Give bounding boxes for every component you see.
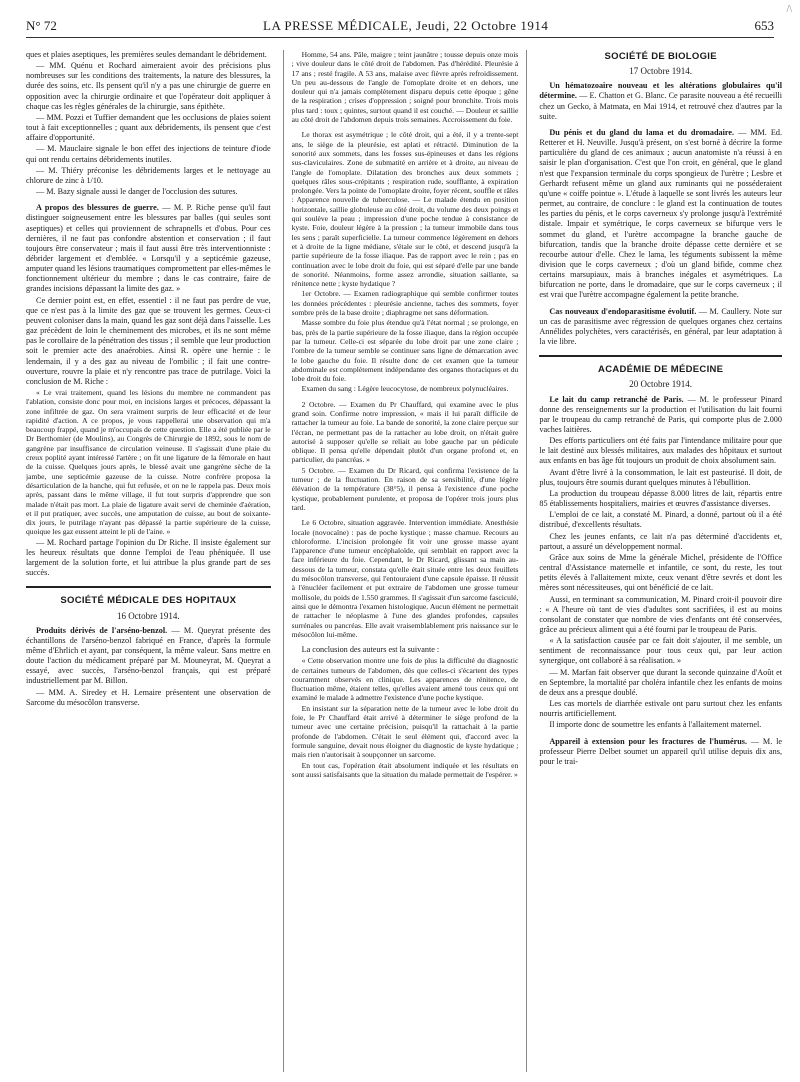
paragraph: L'emploi de ce lait, a constaté M. Pinard, a donné, partout où il a été distribué, d'excellents résultats. bbox=[539, 510, 782, 530]
section-date: 17 Octobre 1914. bbox=[629, 66, 693, 77]
section-title: SOCIÉTÉ DE BIOLOGIE bbox=[604, 51, 717, 62]
column-3 bbox=[539, 50, 782, 1072]
paragraph: Le lait du camp retranché de Paris. — M. le professeur Pinard donne des renseignements sur la production et l'utilisation du lait fourni par le troupeau du camp retranché de Paris, qui comporte plus de 2.000 vaches laitières. bbox=[539, 394, 782, 434]
paragraph: — M. Rochard partage l'opinion du Dr Riche. Il insiste également sur les heureux résultats que donne l'emploi de l'eau phéniquée. Il use largement de la solution forte, et lui attribue la plus grande part de ses succès. bbox=[26, 537, 271, 578]
paragraph: — M. Marfan fait observer que durant la seconde quinzaine d'Août et en Septembre, la mortalité par choléra infantile chez les enfants de moins de deux ans a presque doublé. bbox=[539, 667, 782, 697]
paragraph: Un hématozoaire nouveau et les altérations globulaires qu'il détermine. — E. Chatton et G. Blanc. Ce parasite nouveau a été recueilli chez un Gecko, à Matmata, en Mai 1914, et retrouvé chez d'autres par la suite. bbox=[539, 81, 782, 121]
article-columns bbox=[26, 50, 782, 1072]
case-paragraph: Le thorax est asymétrique ; le côté droit, qui a été, il y a trente-sept ans, le siège de la pleurésie, est aplati et rétracté. Diminution de la sonorité aux sommets, dans les fosses sus-épineuses et dans les régions sus-claviculaires. Zone de submatité en arrière et à droite, au niveau de l'angle de l'omoplate. Dilatation des bronches aux deux sommets ; quelques râles sous-crépitants ; respiration rude, soufflante, à expiration prolongée. Vers la pointe de l'omoplate droite, foyer récent, souffle et râles : Apparence nouvelle de tuberculose. — Le malade étendu en position horizontale, saillie globuleuse au côté droit, du volume des deux poings et qui soulève la peau ; impression d'une poche tendue à consistance de kyste. Foie, douleur légère à la pression ; la tumeur immobile dans tous les sens ; paraît superficielle. La tumeur commence légèrement en dehors et à droite de la ligne médiane, s'étale sur le côté, et descend jusqu'à la partie supérieure de la fosse iliaque. Pas de rapport avec le rein ; pas en continuation avec le lobe droit du foie, qui est séparé d'elle par une bande de sonorité. Néanmoins, forme assez arrondie, situation saillante, sa rénitence nette ; kyste hydatique ? bbox=[291, 130, 519, 289]
quote-paragraph: En insistant sur la séparation nette de la tumeur avec le lobe droit du foie, le Pr Chauffard était arrivé à déterminer le siège profond de la tumeur avec une certaine précision, puisqu'il la rattachait à la partie profonde de l'abdomen. C'était le seul élément qui, d'accord avec la formule sanguine, devait nous éloigner du diagnostic de kyste hydatique ; mais rien n'autorisait à soupçonner un sarcome. bbox=[291, 703, 519, 760]
section-divider bbox=[539, 355, 782, 357]
paragraph: Ce dernier point est, en effet, essentiel : il ne faut pas perdre de vue, que ce n'est pas à la limite des gaz que se trouvent les germes. Ceux-ci peuvent coloniser dans la main, quand les gaz sont déjà dans l'aisselle. Les gaz précèdent de loin le cheminement des microbes, et ils ne sont même pas le corollaire de la pénétration des tissus ; il semble que leur production soit le premier acte des anaérobies. Ainsi R. opère une hernie : le lendemain, il y a des gaz au niveau de l'ombilic ; il fait une contre-ouverture, rouvre la plaie et n'y rencontre pas trace de putrilage. Voici la conclusion de M. Riche : bbox=[26, 295, 271, 386]
paragraph: Il importe donc de soumettre les enfants à l'allaitement maternel. bbox=[549, 720, 762, 730]
paragraph: La production du troupeau dépasse 8.000 litres de lait, répartis entre 85 établissements hospitaliers, mairies et œuvres d'assistance diverses. bbox=[539, 488, 782, 509]
section-title: ACADÉMIE DE MÉDECINE bbox=[598, 364, 724, 376]
paragraph: Les cas mortels de diarrhée estivale ont paru surtout chez les enfants nourris artificiellement. bbox=[539, 699, 782, 719]
paragraph: Grâce aux soins de Mme la générale Michel, présidente de l'Office central d'Assistance maternelle et infantile, ce sont, du reste, les tout petits élevés à l'allaitement mixte, ceux venant d'être sevrés et dont les mères sont nécessiteuses, qui ont bénéficié de ce lait. bbox=[539, 552, 782, 593]
paragraph: Chez les jeunes enfants, ce lait n'a pas déterminé d'accidents et, partout, a assuré un développement normal. bbox=[539, 531, 782, 551]
paragraph: — M. Bazy signale aussi le danger de l'occlusion des sutures. bbox=[36, 187, 238, 197]
paragraph: Du pénis et du gland du lama et du dromadaire. — MM. Ed. Retterer et H. Neuville. Jusqu'à présent, on s'est borné à décrire la forme particulière du gland de ces animaux ; aucun anatomiste n'a réussi à en saisir le plan d'organisation. C'est que l'on croit, en général, que le gland n'est que l'expansion terminale du corps spongieux de l'urètre ; Lesbre et Gerhardt refusent même un gland aux ruminants qui ne posséderaient qu'une « coiffe pointue ». L'étude à laquelle se sont livrés les auteurs leur permet, au contraire, de conclure : le gland est la continuation de toutes les parties du pénis, et le corps caverneux s'y prolonge jusqu'à l'extrémité distale. Impair et symétrique, le corps caverneux se bifurque vers le sommet du gland, et l'urètre accompagne la branche gauche de bifurcation, tandis que la branche droite dépasse cette dernière et se recourbe autour d'elle. Chez le lama, les téguments subissent la même division que le corps caverneux ; d'où un gland bifide, comme chez certains marsupiaux, mais à branches inégales et asymétriques. La bifurcation ne porte, dans le dromadaire, que sur le corps caverneux ; il est vrai que l'urètre accompagne également la petite branche. bbox=[539, 127, 782, 300]
quote-paragraph: En tout cas, l'opération était absolument indiquée et les résultats en sont aussi satisfaisants que la situation du malade permettait de l'espérer. » bbox=[291, 760, 519, 779]
paragraph: Cas nouveaux d'endoparasitisme évolutif. — M. Caullery. Note sur un cas de parasitisme avec régression de quelques organes chez certains Annélides polychètes, vers caractérisés, en général, par leur adaptation à la vie libre. bbox=[539, 306, 782, 347]
paragraph: — M. Mauclaire signale le bon effet des injections de teinture d'iode qui ont rendu certains débridements inutiles. bbox=[26, 144, 271, 164]
quote-paragraph: « Cette observation montre une fois de plus la difficulté du diagnostic de certaines tumeurs de l'abdomen, dès que celles-ci s'écartent des types couramment observés en clinique. Les apparences de rénitence, de fluctuation même, étaient telles, qu'elles avaient amené tous ceux qui ont examiné le malade à admettre l'existence d'une poche kystique. bbox=[291, 656, 519, 703]
page-header bbox=[26, 18, 774, 38]
issue-number: N° 72 bbox=[26, 18, 57, 33]
page-number: 653 bbox=[754, 18, 774, 33]
column-1 bbox=[26, 50, 271, 1072]
paragraph: Avant d'être livré à la consommation, le lait est pasteurisé. Il doit, de plus, toujours être soumis durant quelques minutes à l'ébullition. bbox=[539, 467, 782, 487]
section-date: 20 Octobre 1914. bbox=[629, 379, 693, 390]
corner-pencil-mark: /\ bbox=[786, 4, 792, 15]
paragraph: ques et plaies aseptiques, les premières seules demandant le débridement. bbox=[26, 50, 267, 59]
paragraph: — MM. A. Siredey et H. Lemaire présentent une observation de Sarcome du mésocôlon transverse. bbox=[26, 687, 271, 707]
quote-paragraph: « Le vrai traitement, quand les lésions du membre ne commandent pas l'ablation, consiste donc pour moi, en incisions larges et précoces, dépassant la zone infiltrée de gaz. On sera vraiment surpris de leur efficacité et de leur rapidité d'action. A ce propos, je vous rappellerai une observation qui m'a beaucoup frappé, quand je m'occupais de cette question. Elle a été publiée par le Dr Berthomier (de Moulins), au Congrès de Chirurgie de 1892, sous le nom de gangrène par insuffisance de circulation veineuse. Il s'agissait d'une plaie du creux poplité ayant intéressé l'artère ; on fit une ligature de la fémorale en haut de la cuisse. Quelques jours après, le blessé avait une gangrène sèche de la jambe, une septicémie gazeuse de la cuisse. Notre confrère proposa la désarticulation de la hanche, qui fut refusée, et on ne le rappela pas. Deux mois après, passant dans le même village, il fut tout surpris d'apprendre que son malade n'était pas mort. La plaie de ligature avait servi de cheminée d'aération, et il put pratiquer, avec succès, une amputation de cuisse, au bout de soixante-dix jours, le putrilage n'ayant pas dépassé la partie supérieure de la cuisse, quoique les gaz eussent atteint le pli de l'aine. » bbox=[26, 388, 271, 537]
section-divider bbox=[26, 586, 271, 588]
paragraph: — MM. Quénu et Rochard aimeraient avoir des précisions plus nombreuses sur les conditions des traitements, la nature des blessures, la durée des soins, etc. Ils pensent qu'il n'y a pas une chirurgie de guerre en opposition avec la chirurgie ordinaire et que l'opérateur doit appliquer à chaque cas les règles générales de la chirurgie, sans épithète. bbox=[26, 61, 271, 111]
paragraph: Produits dérivés de l'arséno-benzol. — M. Queyrat présente des échantillons de l'arséno-benzol fabriqué en France, d'après la formule même d'Ehrlich et ayant, par conséquent, la même valeur. Sans mettre en doute l'action du médicament préparé par M. Mouneyrat, M. Queyrat a essayé, avec succès, l'arséno-benzol français, qui est préparé industriellement par M. Billon. bbox=[26, 625, 271, 686]
paragraph: Appareil à extension pour les fractures de l'humérus. — M. le professeur Pierre Delbet soumet un appareil qu'il utilise depuis dix ans, pour le trai- bbox=[539, 736, 782, 766]
journal-title: LA PRESSE MÉDICALE, Jeudi, 22 Octobre 1914 bbox=[263, 18, 549, 33]
paragraph: « A la satisfaction causée par ce fait doit s'ajouter, il me semble, un sentiment de reconnaissance pour tous ceux qui, par leur action synergique, ont collaboré à sa réalisation. » bbox=[539, 636, 782, 666]
paragraph: — M. Thiéry préconise les débridements larges et le nettoyage au chlorure de zinc à 1/10. bbox=[26, 165, 271, 185]
paragraph: Des efforts particuliers ont été faits par l'intendance militaire pour que le lait destiné aux blessés militaires, aux malades des hôpitaux et surtout aux enfants en bas âge fût toujours un produit de choix absolument sain. bbox=[539, 436, 782, 466]
paragraph: Aussi, en terminant sa communication, M. Pinard croit-il pouvoir dire : « A l'heure où tant de vies d'adultes sont sacrifiées, il est au moins consolant de constater que nombre de vies d'enfants ont été conservées, grâce au précieux aliment qui a été fourni par le troupeau de Paris. bbox=[539, 594, 782, 634]
case-paragraph: Le 6 Octobre, situation aggravée. Intervention immédiate. Anesthésie locale (novocaïne) : pas de poche kystique ; masse charnue. Recours au chloroforme. L'incision prolongée fit voir une grosse masse ayant l'apparence d'une tumeur encéphaloïde, qui semblait en rapport avec la face inférieure du foie. Cependant, le Dr Ricard, glissant sa main au-dessous de la tumeur, constata qu'elle était située entre les deux feuillets du mésocôlon transverse, qui l'entouraient d'une capsule épaisse. Il réussit à l'énucléer facilement et put extraire de l'abdomen une grosse tumeur mollisole, du poids de 1.550 grammes. Il s'agissait d'un sarcome fasciculé, ainsi que le démontra l'examen histologique. Aucun élément ne permettait de rattacher le néoplasme à l'une des glandes profondes, capsules surrénales ou pancréas. Elle avait vraisemblablement pris naissance sur le mésocôlon lui-même. bbox=[291, 518, 519, 639]
paragraph: A propos des blessures de guerre. — M. P. Riche pense qu'il faut distinguer soigneusement entre les blessures par balles (qui seules sont aseptiques) et celles qui proviennent de schrapnells et d'obus. Pour ces dernières, il ne faut pas confondre abstention et conservation ; il faut toujours être conservateur ; mais il faut aussi être très interventionniste : débrider largement et d'emblée. « Lorsqu'il y a septicémie gazeuse, amputer quand les lésions traumatiques compromettent par elles-mêmes le fonctionnement ultérieur du membre ; dans le cas contraire, faire de grandes incisions dépassant la limite des gaz. » bbox=[26, 203, 271, 294]
column-2 bbox=[283, 50, 528, 1072]
paragraph: — MM. Pozzi et Tuffier demandent que les occlusions de plaies soient tout à fait exceptionnelles ; quant aux débridements, ils pensent que c'est affaire d'opportunité. bbox=[26, 112, 271, 143]
section-date: 16 Octobre 1914. bbox=[116, 610, 180, 621]
case-paragraph: Homme, 54 ans. Pâle, maigre ; teint jaunâtre ; tousse depuis onze mois ; vive douleur dans le côté droit de l'abdomen. Pas d'hérédité. Pleurésie à 17 ans ; resté fragile. A 53 ans, malaise avec fièvre après refroidissement. Un peu au-dessous de l'angle de l'omoplate droite et en dehors, une douleur qui n'a jamais complètement disparu depuis cette époque ; gêne de la respiration ; crises d'oppression ; soigné pour bronchite. Trois mois plus tard : toux ; quintes, surtout quand il est couché. — Douleur et saillie au côté droit de l'abdomen depuis trois semaines. Accroissement du foie. bbox=[291, 50, 519, 125]
case-paragraph: 1er Octobre. — Examen radiographique qui semble confirmer toutes les données précédentes : pleurésie ancienne, taches des sommets, foyer sombre près de la base droite ; diaphragme net sans déformation. bbox=[291, 289, 519, 318]
paragraph: La conclusion des auteurs est la suivante : bbox=[301, 645, 440, 655]
case-paragraph: Examen du sang : Légère leucocytose, de nombreux polynucléaires. bbox=[301, 384, 509, 394]
case-paragraph: 5 Octobre. — Examen du Dr Ricard, qui confirma l'existence de la tumeur ; de la fluctuation. En raison de sa sensibilité, d'une légère élévation de la température (38°5), il pensa à l'existence d'une poche kystique, probablement purulente, et proposa de l'opérer trois jours plus tard. bbox=[291, 465, 519, 512]
case-paragraph: 2 Octobre. — Examen du Pr Chauffard, qui examine avec le plus grand soin. Confirme notre impression, « mais il lui paraît difficile de rattacher la tumeur au foie. La bande de sonorité, la zone claire perçue sur l'écran, ne permettant pas de la rattacher au lobe droit, on n'était guère autorisé à supposer qu'elle se reliait au lobe gauche par un pédicule oblique. Il pensa qu'elle dépendait plutôt d'un organe profond et, en particulier, du pancréas. » bbox=[291, 399, 519, 465]
section-title: SOCIÉTÉ MÉDICALE DES HOPITAUX bbox=[60, 595, 237, 607]
case-paragraph: Masse sombre du foie plus étendue qu'à l'état normal ; se prolonge, en bas, près de la partie supérieure de la fosse iliaque, dans la région occupée par la tumeur. Celle-ci est séparée du lobe droit par une zone claire ; l'ombre de la tumeur semble se continuer sans ligne de démarcation avec le lobe gauche du foie. Il résulte donc de cet examen que la tumeur abdominale est complètement indépendante des organes thoraciques et du lobe droit du foie. bbox=[291, 318, 519, 384]
